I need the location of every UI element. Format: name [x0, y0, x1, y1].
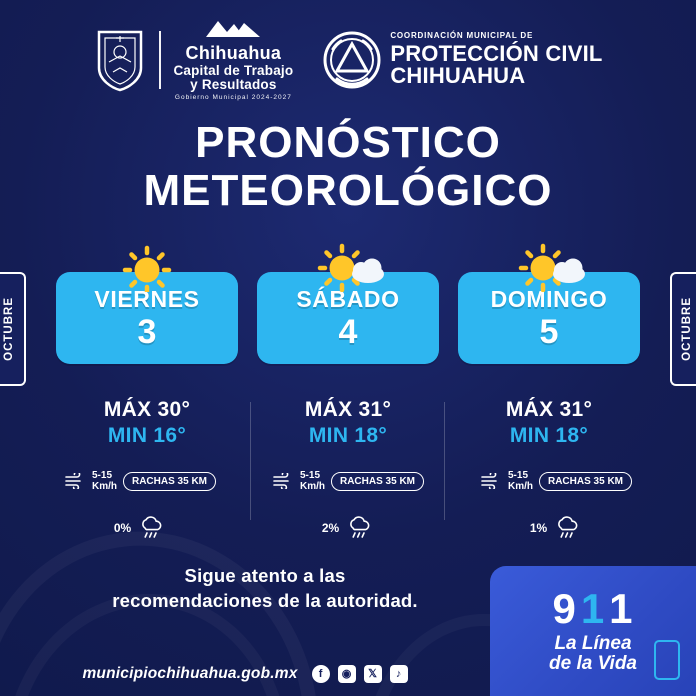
sun-behind-cloud-icon	[302, 240, 394, 292]
header	[0, 20, 696, 100]
wind-unit: Km/h	[91, 481, 117, 492]
coat-of-arms-shield-icon	[93, 27, 147, 93]
wind-saturday	[248, 470, 448, 492]
rain-cloud-icon	[554, 516, 582, 540]
tiktok-icon[interactable]: ♪	[390, 665, 408, 683]
wind-speed: 5-15	[507, 470, 528, 481]
wind-sunday	[456, 470, 656, 492]
wind-gusts-badge: RACHAS 35 KM	[539, 472, 632, 491]
emergency-tagline-line-1: La Línea	[554, 633, 632, 655]
wind-icon	[64, 473, 86, 489]
min-temp-label: MIN 16	[107, 424, 178, 447]
rain-percent: 1%	[529, 521, 548, 535]
day-number: 5	[539, 312, 559, 351]
day-card-saturday	[257, 272, 439, 364]
x-twitter-icon[interactable]: 𝕏	[364, 665, 382, 683]
brand-administration: Gobierno Municipal 2024-2027	[174, 94, 292, 102]
social-links	[312, 665, 408, 683]
emergency-911-panel[interactable]	[490, 566, 696, 696]
wind-speed: 5-15	[91, 470, 112, 481]
temperature-saturday	[257, 398, 439, 448]
day-card-friday	[56, 272, 238, 364]
civil-protection-brand	[323, 31, 602, 89]
sun-behind-cloud-icon	[503, 240, 595, 292]
max-temp-label: MÁX 31	[505, 398, 584, 421]
brand-slogan-line2: y Resultados	[190, 76, 277, 92]
wind-icon	[480, 473, 502, 489]
emergency-digit-1b: 1	[609, 585, 634, 633]
rain-saturday	[248, 516, 448, 540]
wind-unit: Km/h	[299, 481, 325, 492]
temperature-friday	[56, 398, 238, 448]
rain-row	[40, 516, 656, 540]
advisory-line-1: Sigue atento a las	[184, 565, 346, 586]
rain-percent: 0%	[113, 521, 132, 535]
wind-row	[40, 470, 656, 492]
emergency-digit-1a: 1	[580, 585, 606, 633]
min-temp-label: MIN 18	[509, 424, 580, 447]
max-degree-symbol: °	[382, 398, 392, 421]
page-title	[0, 120, 696, 214]
min-temp-label: MIN 18	[308, 424, 379, 447]
month-tab-right-label: OCTUBRE	[681, 297, 693, 361]
wind-speed: 5-15	[299, 470, 320, 481]
footer	[0, 652, 490, 696]
month-tab-left	[0, 272, 26, 386]
instagram-icon[interactable]: ◉	[338, 665, 356, 683]
max-temp-label: MÁX 30	[103, 398, 182, 421]
title-line-2: METEOROLÓGICO	[143, 166, 553, 216]
rain-cloud-icon	[346, 516, 374, 540]
sun-icon	[101, 240, 193, 292]
day-name: SÁBADO	[296, 285, 400, 312]
advisory-line-2: recomendaciones de la autoridad.	[112, 590, 418, 611]
mountains-icon	[204, 18, 262, 42]
title-line-1: PRONÓSTICO	[195, 118, 501, 167]
temperature-sunday	[458, 398, 640, 448]
max-degree-symbol: °	[181, 398, 191, 421]
day-number: 3	[137, 312, 157, 351]
advisory-message	[40, 565, 490, 612]
rain-friday	[40, 516, 240, 540]
month-tab-left-label: OCTUBRE	[3, 297, 15, 361]
rain-percent: 2%	[321, 521, 340, 535]
emergency-number	[552, 585, 634, 633]
min-degree-symbol: °	[177, 424, 187, 447]
civil-protection-subtitle: COORDINACIÓN MUNICIPAL DE	[390, 31, 534, 41]
city-brand	[173, 18, 293, 102]
rain-cloud-icon	[138, 516, 166, 540]
facebook-icon[interactable]: f	[312, 665, 330, 683]
max-degree-symbol: °	[583, 398, 593, 421]
day-name: DOMINGO	[490, 285, 608, 312]
civil-protection-title: PROTECCIÓN CIVIL	[390, 40, 603, 66]
wind-unit: Km/h	[507, 481, 533, 492]
wind-gusts-badge: RACHAS 35 KM	[331, 472, 424, 491]
emergency-tagline-line-2: de la Vida	[549, 653, 637, 674]
civil-protection-city: CHIHUAHUA	[390, 63, 526, 89]
website-url[interactable]: municipiochihuahua.gob.mx	[82, 665, 298, 682]
wind-icon	[272, 473, 294, 489]
min-degree-symbol: °	[579, 424, 589, 447]
min-degree-symbol: °	[378, 424, 388, 447]
wind-friday	[40, 470, 240, 492]
max-temp-label: MÁX 31	[304, 398, 383, 421]
day-number: 4	[338, 312, 358, 351]
day-name: VIERNES	[94, 285, 200, 312]
brand-city-name: Chihuahua	[185, 43, 282, 64]
smartphone-icon	[654, 640, 680, 680]
brand-slogan-line1: Capital de Trabajo	[173, 63, 294, 79]
emergency-tagline	[549, 634, 637, 674]
civil-protection-triangle-icon	[323, 31, 381, 89]
wind-gusts-badge: RACHAS 35 KM	[123, 472, 216, 491]
day-cards	[56, 272, 640, 364]
emergency-digit-9: 9	[552, 585, 577, 633]
temperatures	[56, 398, 640, 448]
header-divider	[159, 31, 161, 89]
day-card-sunday	[458, 272, 640, 364]
rain-sunday	[456, 516, 656, 540]
month-tab-right	[670, 272, 696, 386]
